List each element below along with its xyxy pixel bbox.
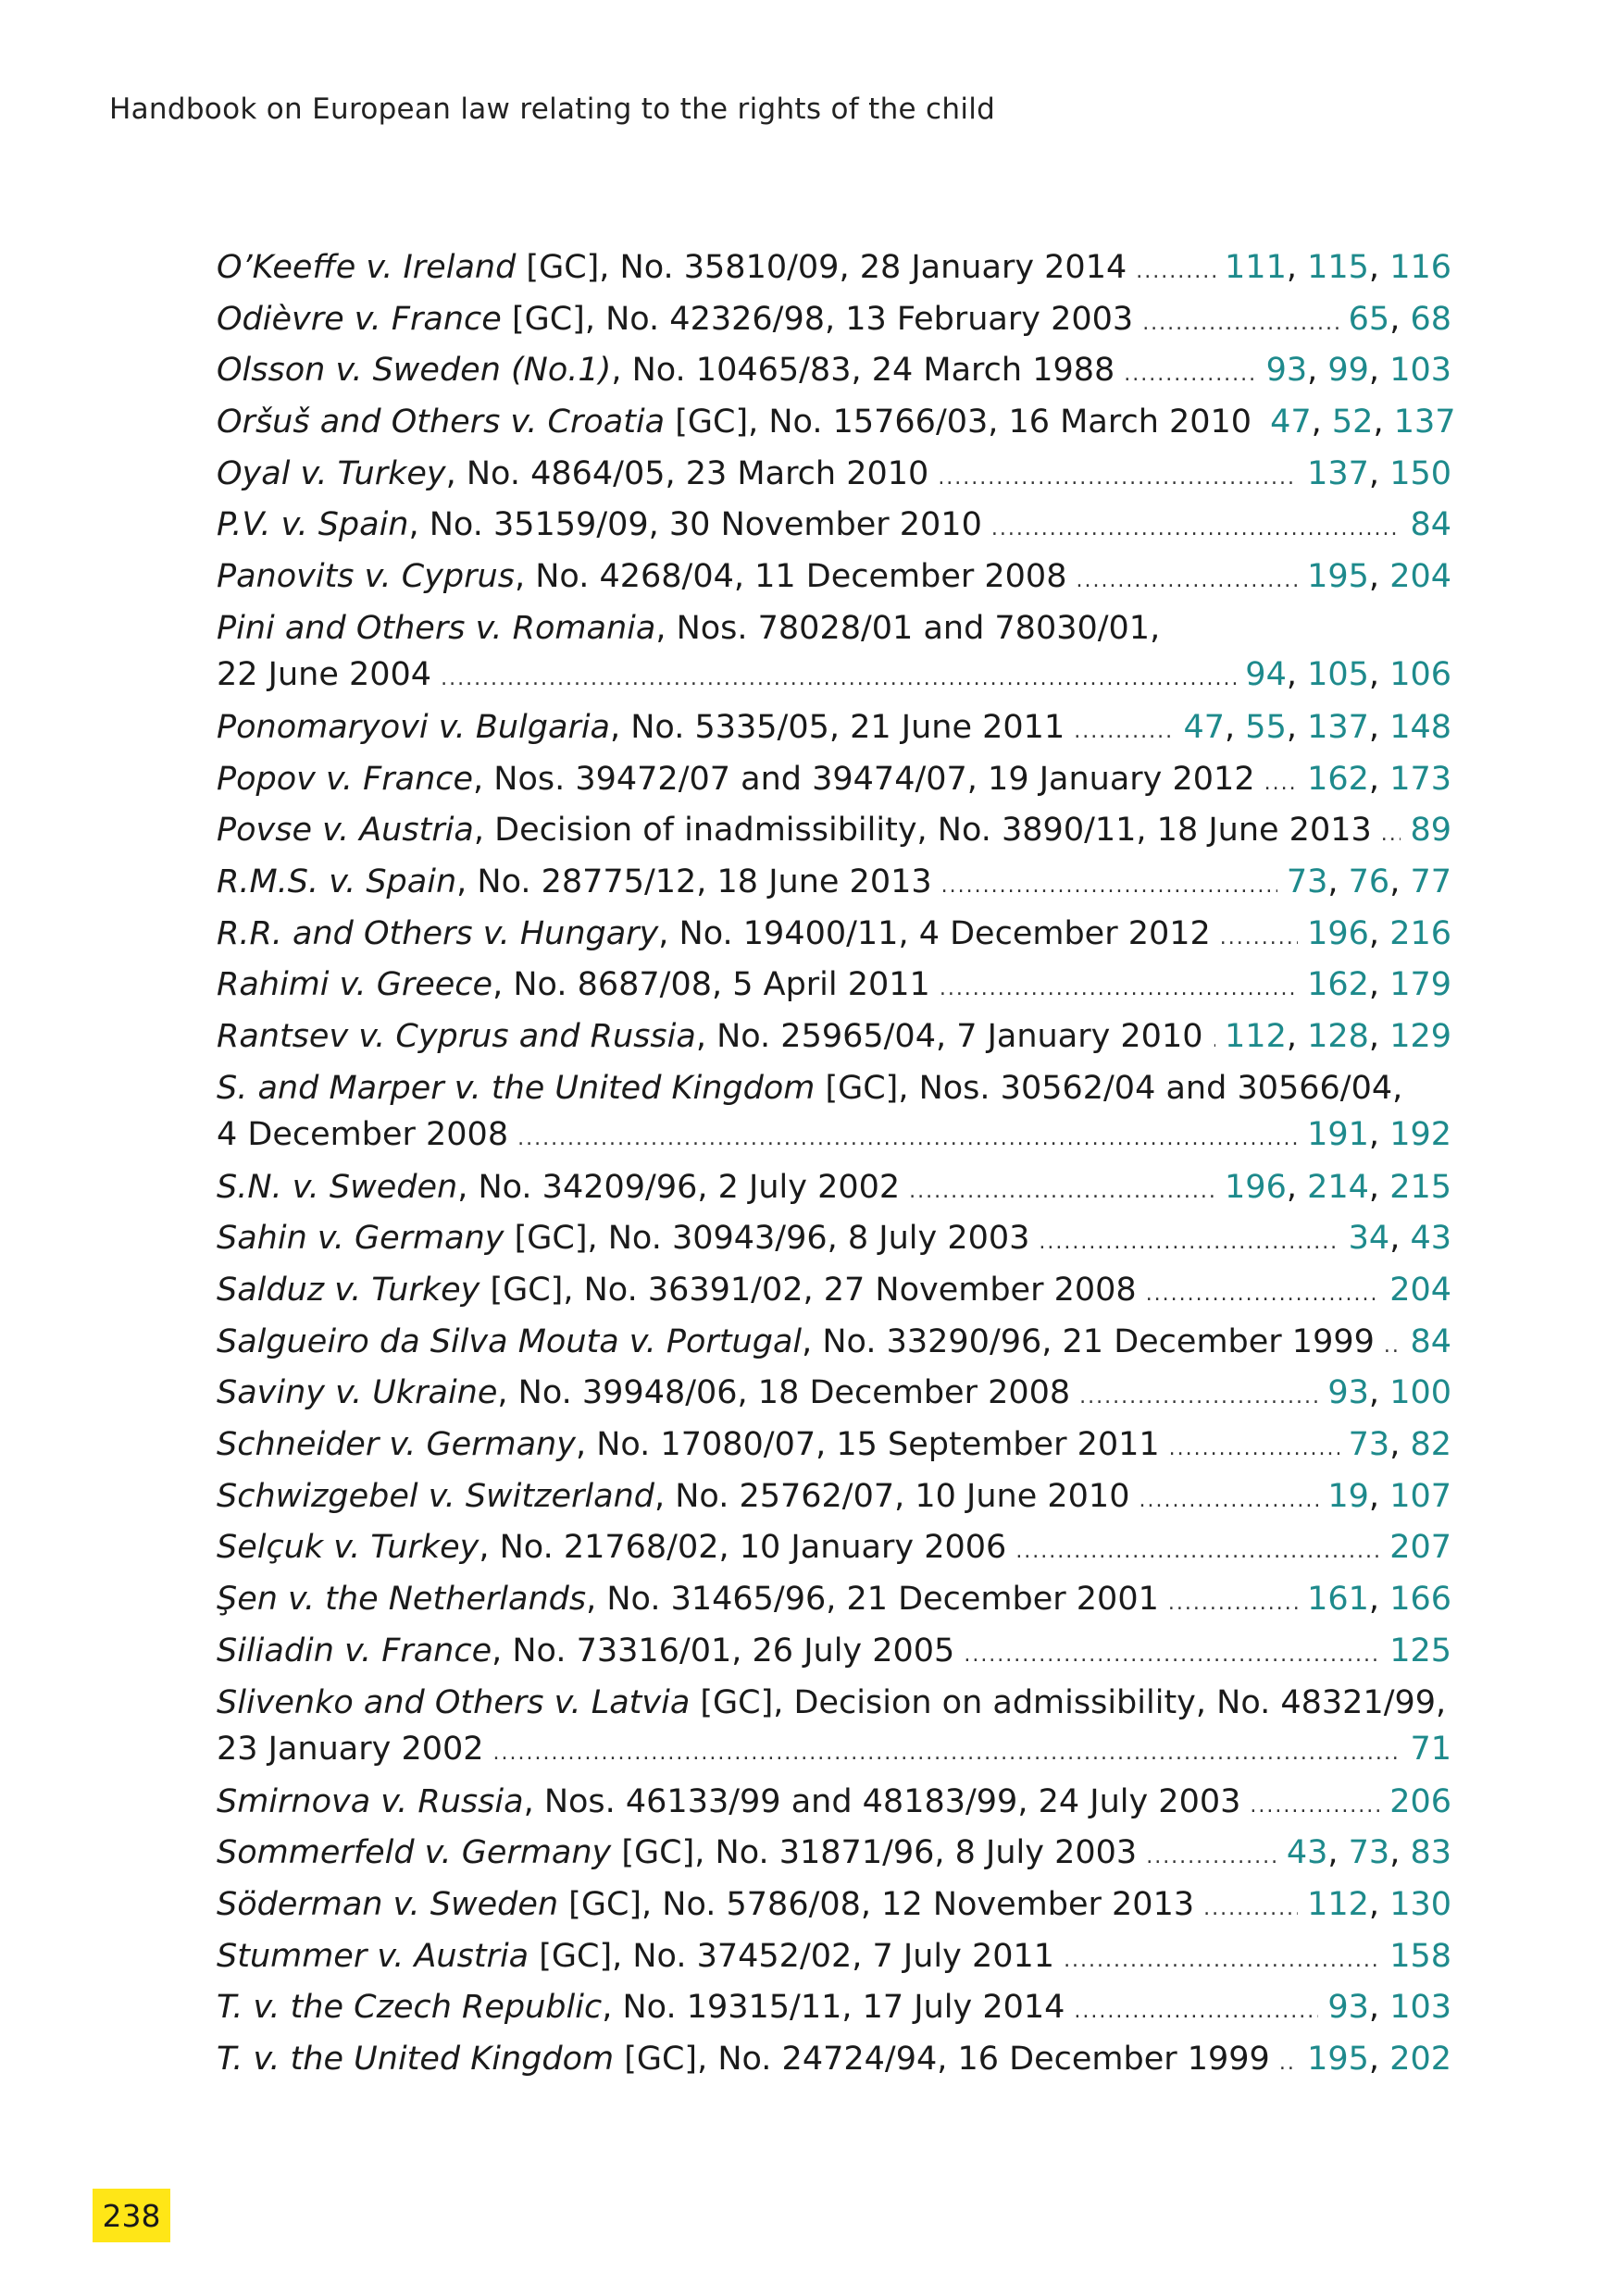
page-link[interactable]: 73: [1348, 1426, 1390, 1464]
page-link[interactable]: 105: [1307, 655, 1369, 693]
case-citation: [GC], Decision on admissibility, No. 48321/99,: [690, 1683, 1447, 1721]
case-entry: [217, 399, 1456, 451]
case-citation: [GC], No. 42326/98, 13 February 2003: [501, 300, 1134, 338]
case-entry: [217, 296, 1451, 348]
page-link[interactable]: 34: [1348, 1220, 1390, 1258]
dot-leader: [1124, 352, 1256, 398]
page-link[interactable]: 214: [1307, 1168, 1369, 1206]
page-link[interactable]: 216: [1389, 914, 1451, 952]
case-citation: , Nos. 78028/01 and 78030/01,: [655, 609, 1161, 647]
page-link[interactable]: 166: [1389, 1581, 1451, 1619]
case-entry: [217, 1215, 1451, 1267]
case-citation: [GC], No. 24724/94, 16 December 1999: [614, 2040, 1270, 2078]
case-citation: [GC], Nos. 30562/04 and 30566/04,: [815, 1069, 1403, 1107]
case-entry: [217, 962, 1451, 1013]
page-link[interactable]: 137: [1307, 708, 1369, 746]
page-link[interactable]: 125: [1389, 1632, 1451, 1669]
case-name: Şen v. the Netherlands: [217, 1581, 587, 1619]
case-entry: [217, 1370, 1451, 1421]
page-link[interactable]: 191: [1307, 1115, 1369, 1153]
case-name: T. v. the Czech Republic: [217, 1989, 603, 2027]
page-references: [1410, 1726, 1451, 1772]
page-link[interactable]: 129: [1389, 1017, 1451, 1055]
case-date: 4 December 2008: [217, 1115, 509, 1153]
case-citation: , Nos. 46133/99 and 48183/99, 24 July 2003: [523, 1782, 1241, 1820]
case-entry: [217, 1830, 1451, 1881]
case-name: Odièvre v. France: [217, 300, 502, 338]
page-link[interactable]: 115: [1307, 249, 1369, 286]
page-link[interactable]: 206: [1389, 1782, 1451, 1820]
page-link[interactable]: 192: [1389, 1115, 1451, 1153]
page-link[interactable]: 83: [1410, 1834, 1451, 1872]
case-name: Panovits v. Cyprus: [217, 558, 515, 596]
case-citation: [GC], No. 30943/96, 8 July 2003: [504, 1220, 1030, 1258]
case-name: Pini and Others v. Romania: [217, 609, 656, 647]
case-name: Rahimi v. Greece: [217, 966, 493, 1004]
page-link[interactable]: 103: [1389, 1989, 1451, 2027]
case-citation: , No. 8687/08, 5 April 2011: [492, 966, 930, 1004]
page-references: 93, 99, 103: [1265, 352, 1451, 390]
dot-leader: [1250, 1783, 1380, 1830]
page-link[interactable]: 130: [1389, 1885, 1451, 1923]
page-link[interactable]: 52: [1331, 403, 1374, 441]
page-references: 93, 103: [1327, 1989, 1451, 2027]
page-link[interactable]: 73: [1348, 1834, 1390, 1872]
case-entry: [217, 1267, 1451, 1319]
case-entry: [217, 2036, 1451, 2088]
case-entry: [217, 1524, 1451, 1576]
page-references: 162, 179: [1307, 966, 1451, 1004]
page-references: 65, 68: [1348, 300, 1451, 338]
dot-leader: [1279, 2041, 1298, 2087]
case-name: Salgueiro da Silva Mouta v. Portugal: [217, 1322, 803, 1360]
case-citation: , Nos. 39472/07 and 39474/07, 19 January 2012: [473, 760, 1255, 798]
case-entry: [217, 1065, 1451, 1164]
page-link[interactable]: 204: [1389, 1272, 1451, 1309]
dot-leader: [938, 455, 1298, 502]
case-name: Oršuš and Others v. Croatia: [217, 403, 666, 441]
page-link[interactable]: 196: [1225, 1168, 1287, 1206]
dot-leader: [1220, 915, 1298, 962]
case-name: Povse v. Austria: [217, 812, 474, 850]
page-link[interactable]: 207: [1389, 1529, 1451, 1567]
case-citation: , No. 19315/11, 17 July 2014: [602, 1989, 1065, 2027]
case-name: R.M.S. v. Spain: [217, 863, 457, 900]
case-entry: [217, 451, 1451, 503]
page-link[interactable]: 89: [1410, 812, 1451, 850]
page-references: 94, 105, 106: [1245, 655, 1451, 693]
case-entry: [217, 1164, 1451, 1216]
dot-leader: [1039, 1220, 1339, 1266]
case-name: Popov v. France: [217, 760, 474, 798]
case-citation: , No. 39948/06, 18 December 2008: [497, 1374, 1071, 1412]
case-citation: , No. 4268/04, 11 December 2008: [514, 558, 1067, 596]
case-name: S.N. v. Sweden: [217, 1168, 458, 1206]
case-name: Saviny v. Ukraine: [217, 1374, 498, 1412]
case-name: Oyal v. Turkey: [217, 454, 446, 492]
case-citation: [GC], No. 36391/02, 27 November 2008: [479, 1272, 1137, 1309]
page-link[interactable]: 43: [1286, 1834, 1328, 1872]
page-link[interactable]: 158: [1389, 1937, 1451, 1975]
page-references: 34, 43: [1348, 1220, 1451, 1258]
page-references: 195, 202: [1307, 2040, 1451, 2078]
case-name: Salduz v. Turkey: [217, 1272, 480, 1309]
page-references: 161, 166: [1307, 1581, 1451, 1619]
page-references: 73, 82: [1348, 1426, 1451, 1464]
page-number: 238: [93, 2189, 170, 2242]
page-link[interactable]: 93: [1327, 1374, 1369, 1412]
page-references: [1389, 1267, 1451, 1313]
dot-leader: [940, 966, 1298, 1012]
dot-leader: [1136, 249, 1215, 295]
case-entry: [217, 756, 1451, 808]
case-name: Sommerfeld v. Germany: [217, 1834, 612, 1872]
case-entry: [217, 704, 1451, 756]
case-name: R.R. and Others v. Hungary: [217, 914, 659, 952]
page-link[interactable]: 173: [1389, 760, 1451, 798]
case-name: Söderman v. Sweden: [217, 1885, 559, 1923]
case-name: P.V. v. Spain: [217, 506, 409, 544]
page-link[interactable]: 112: [1225, 1017, 1287, 1055]
page-references: 47, 52, 137: [1270, 403, 1456, 441]
page-references: [1389, 1628, 1451, 1674]
page-link[interactable]: 103: [1389, 352, 1451, 390]
page-references: 195, 204: [1307, 558, 1451, 596]
case-date: 22 June 2004: [217, 655, 432, 693]
page-link[interactable]: 71: [1410, 1730, 1451, 1768]
case-citation: , No. 28775/12, 18 June 2013: [456, 863, 932, 900]
case-name: O’Keeffe v. Ireland: [217, 249, 517, 286]
dot-leader: [1213, 1018, 1216, 1064]
page-link[interactable]: 107: [1389, 1477, 1451, 1515]
dot-leader: [1064, 1938, 1380, 1984]
page-link[interactable]: 204: [1389, 558, 1451, 596]
dot-leader: [1074, 1989, 1318, 2035]
page-link[interactable]: 84: [1410, 1322, 1451, 1360]
dot-leader: [1264, 761, 1299, 807]
case-citation: [GC], No. 31871/96, 8 July 2003: [611, 1834, 1138, 1872]
case-entry: [217, 1319, 1451, 1371]
page-link[interactable]: 195: [1307, 558, 1369, 596]
case-entry: [217, 859, 1451, 911]
case-citation: , Decision of inadmissibility, No. 3890/11, 18 June 2013: [473, 812, 1372, 850]
page-references: 196, 216: [1307, 914, 1451, 952]
page-references: 112, 128, 129: [1225, 1017, 1451, 1055]
dot-leader: [1169, 1426, 1339, 1472]
case-citation: , No. 17080/07, 15 September 2011: [575, 1426, 1160, 1464]
case-name: Selçuk v. Turkey: [217, 1529, 479, 1567]
dot-leader: [1168, 1581, 1298, 1627]
case-name: Olsson v. Sweden (No.1): [217, 352, 612, 390]
running-header: Handbook on European law relating to the rights of the child: [109, 93, 996, 126]
page-link[interactable]: 94: [1245, 655, 1287, 693]
page-link[interactable]: 99: [1327, 352, 1369, 390]
dot-leader: [909, 1169, 1215, 1215]
page-link[interactable]: 106: [1389, 655, 1451, 693]
case-name: S. and Marper v. the United Kingdom: [217, 1069, 816, 1107]
page-link[interactable]: 148: [1389, 708, 1451, 746]
page-references: [1410, 1319, 1451, 1365]
page-link[interactable]: 93: [1265, 352, 1308, 390]
dot-leader: [1142, 301, 1339, 347]
page-link[interactable]: 82: [1410, 1426, 1451, 1464]
case-entry: [217, 1576, 1451, 1628]
page-link[interactable]: 65: [1348, 300, 1390, 338]
page-link[interactable]: 112: [1307, 1885, 1369, 1923]
page-references: 73, 76, 77: [1286, 863, 1451, 900]
case-entry: [217, 1628, 1451, 1680]
page-link[interactable]: 43: [1410, 1220, 1451, 1258]
page-references: [1410, 502, 1451, 548]
dot-leader: [1384, 1323, 1401, 1370]
table-of-cases: [217, 244, 1456, 2088]
case-name: Schwizgebel v. Switzerland: [217, 1477, 654, 1515]
dot-leader: [517, 1116, 1298, 1162]
page-references: [1389, 1933, 1451, 1980]
page-link[interactable]: 137: [1307, 454, 1369, 492]
page-references: 111, 115, 116: [1225, 249, 1451, 286]
page-link[interactable]: 128: [1307, 1017, 1369, 1055]
dot-leader: [1074, 709, 1174, 755]
dot-leader: [1203, 1886, 1298, 1932]
case-citation: , No. 5335/05, 21 June 2011: [610, 708, 1065, 746]
dot-leader: [964, 1632, 1380, 1679]
page-link[interactable]: 195: [1307, 2040, 1369, 2078]
case-citation: [GC], No. 35810/09, 28 January 2014: [516, 249, 1127, 286]
dot-leader: [1015, 1529, 1380, 1575]
page-link[interactable]: 179: [1389, 966, 1451, 1004]
case-citation: [GC], No. 37452/02, 7 July 2011: [529, 1937, 1055, 1975]
case-name: Stummer v. Austria: [217, 1937, 529, 1975]
page-link[interactable]: 162: [1307, 966, 1369, 1004]
case-citation: , No. 34209/96, 2 July 2002: [457, 1168, 901, 1206]
dot-leader: [991, 506, 1401, 552]
dot-leader: [1076, 558, 1298, 604]
page-link[interactable]: 77: [1410, 863, 1451, 900]
page-references: 47, 55, 137, 148: [1183, 708, 1451, 746]
page-references: [1389, 1524, 1451, 1570]
dot-leader: [1079, 1374, 1318, 1421]
case-name: Rantsev v. Cyprus and Russia: [217, 1017, 696, 1055]
dot-leader: [1139, 1478, 1318, 1524]
page-references: 112, 130: [1307, 1885, 1451, 1923]
case-entry: [217, 244, 1451, 296]
case-name: Schneider v. Germany: [217, 1426, 576, 1464]
page-references: [1389, 1779, 1451, 1825]
page-link[interactable]: 73: [1286, 863, 1328, 900]
case-name: Siliadin v. France: [217, 1632, 492, 1669]
page-link[interactable]: 202: [1389, 2040, 1451, 2078]
case-name: Smirnova v. Russia: [217, 1782, 524, 1820]
case-citation: [GC], No. 15766/03, 16 March 2010: [665, 403, 1252, 441]
case-entry: [217, 1473, 1451, 1525]
case-citation: , No. 25762/07, 10 June 2010: [654, 1477, 1130, 1515]
case-name: Sahin v. Germany: [217, 1220, 504, 1258]
case-entry: [217, 347, 1451, 399]
case-entry: [217, 1933, 1451, 1985]
case-citation: , No. 21768/02, 10 January 2006: [479, 1529, 1007, 1567]
page-link[interactable]: 150: [1389, 454, 1451, 492]
case-citation: , No. 10465/83, 24 March 1988: [611, 352, 1115, 390]
page-link[interactable]: 93: [1327, 1989, 1369, 2027]
case-name: Ponomaryovi v. Bulgaria: [217, 708, 610, 746]
dot-leader: [941, 863, 1277, 910]
page-references: 19, 107: [1327, 1477, 1451, 1515]
case-citation: [GC], No. 5786/08, 12 November 2013: [558, 1885, 1195, 1923]
page-link[interactable]: 76: [1348, 863, 1390, 900]
page-references: 93, 100: [1327, 1374, 1451, 1412]
page-references: 43, 73, 83: [1286, 1834, 1451, 1872]
case-entry: [217, 1013, 1451, 1065]
page-link[interactable]: 47: [1270, 403, 1312, 441]
page-link[interactable]: 68: [1410, 300, 1451, 338]
page-link[interactable]: 196: [1307, 914, 1369, 952]
page-link[interactable]: 111: [1225, 249, 1287, 286]
case-entry: [217, 502, 1451, 553]
page-link[interactable]: 215: [1389, 1168, 1451, 1206]
case-entry: [217, 1984, 1451, 2036]
case-date: 23 January 2002: [217, 1730, 484, 1768]
page-link[interactable]: 55: [1245, 708, 1287, 746]
case-name: T. v. the United Kingdom: [217, 2040, 615, 2078]
dot-leader: [1146, 1272, 1381, 1318]
dot-leader: [1381, 812, 1401, 858]
case-entry: [217, 911, 1451, 962]
case-citation: , No. 73316/01, 26 July 2005: [492, 1632, 955, 1669]
case-name: Slivenko and Others v. Latvia: [217, 1683, 691, 1721]
page-references: 137, 150: [1307, 454, 1451, 492]
page-references: 162, 173: [1307, 760, 1451, 798]
page-link[interactable]: 116: [1389, 249, 1451, 286]
case-entry: [217, 807, 1451, 859]
page-link[interactable]: 162: [1307, 760, 1369, 798]
case-entry: [217, 1680, 1451, 1779]
case-citation: , No. 19400/11, 4 December 2012: [658, 914, 1211, 952]
case-citation: , No. 25965/04, 7 January 2010: [695, 1017, 1203, 1055]
page-link[interactable]: 137: [1393, 403, 1456, 441]
page-references: [1410, 807, 1451, 853]
case-entry: [217, 1881, 1451, 1933]
case-citation: , No. 35159/09, 30 November 2010: [408, 506, 982, 544]
page-link[interactable]: 19: [1327, 1477, 1369, 1515]
page-link[interactable]: 161: [1307, 1581, 1369, 1619]
page-link[interactable]: 84: [1410, 506, 1451, 544]
case-citation: , No. 4864/05, 23 March 2010: [445, 454, 929, 492]
case-entry: [217, 1779, 1451, 1831]
page-link[interactable]: 47: [1183, 708, 1226, 746]
dot-leader: [441, 656, 1236, 702]
case-entry: [217, 1421, 1451, 1473]
page-references: 191, 192: [1307, 1115, 1451, 1153]
case-citation: , No. 31465/96, 21 December 2001: [586, 1581, 1159, 1619]
case-entry: [217, 553, 1451, 605]
dot-leader: [493, 1731, 1401, 1777]
case-citation: , No. 33290/96, 21 December 1999: [802, 1322, 1375, 1360]
dot-leader: [1146, 1834, 1277, 1880]
page-references: 196, 214, 215: [1225, 1168, 1451, 1206]
case-entry: [217, 605, 1451, 704]
page-link[interactable]: 100: [1389, 1374, 1451, 1412]
